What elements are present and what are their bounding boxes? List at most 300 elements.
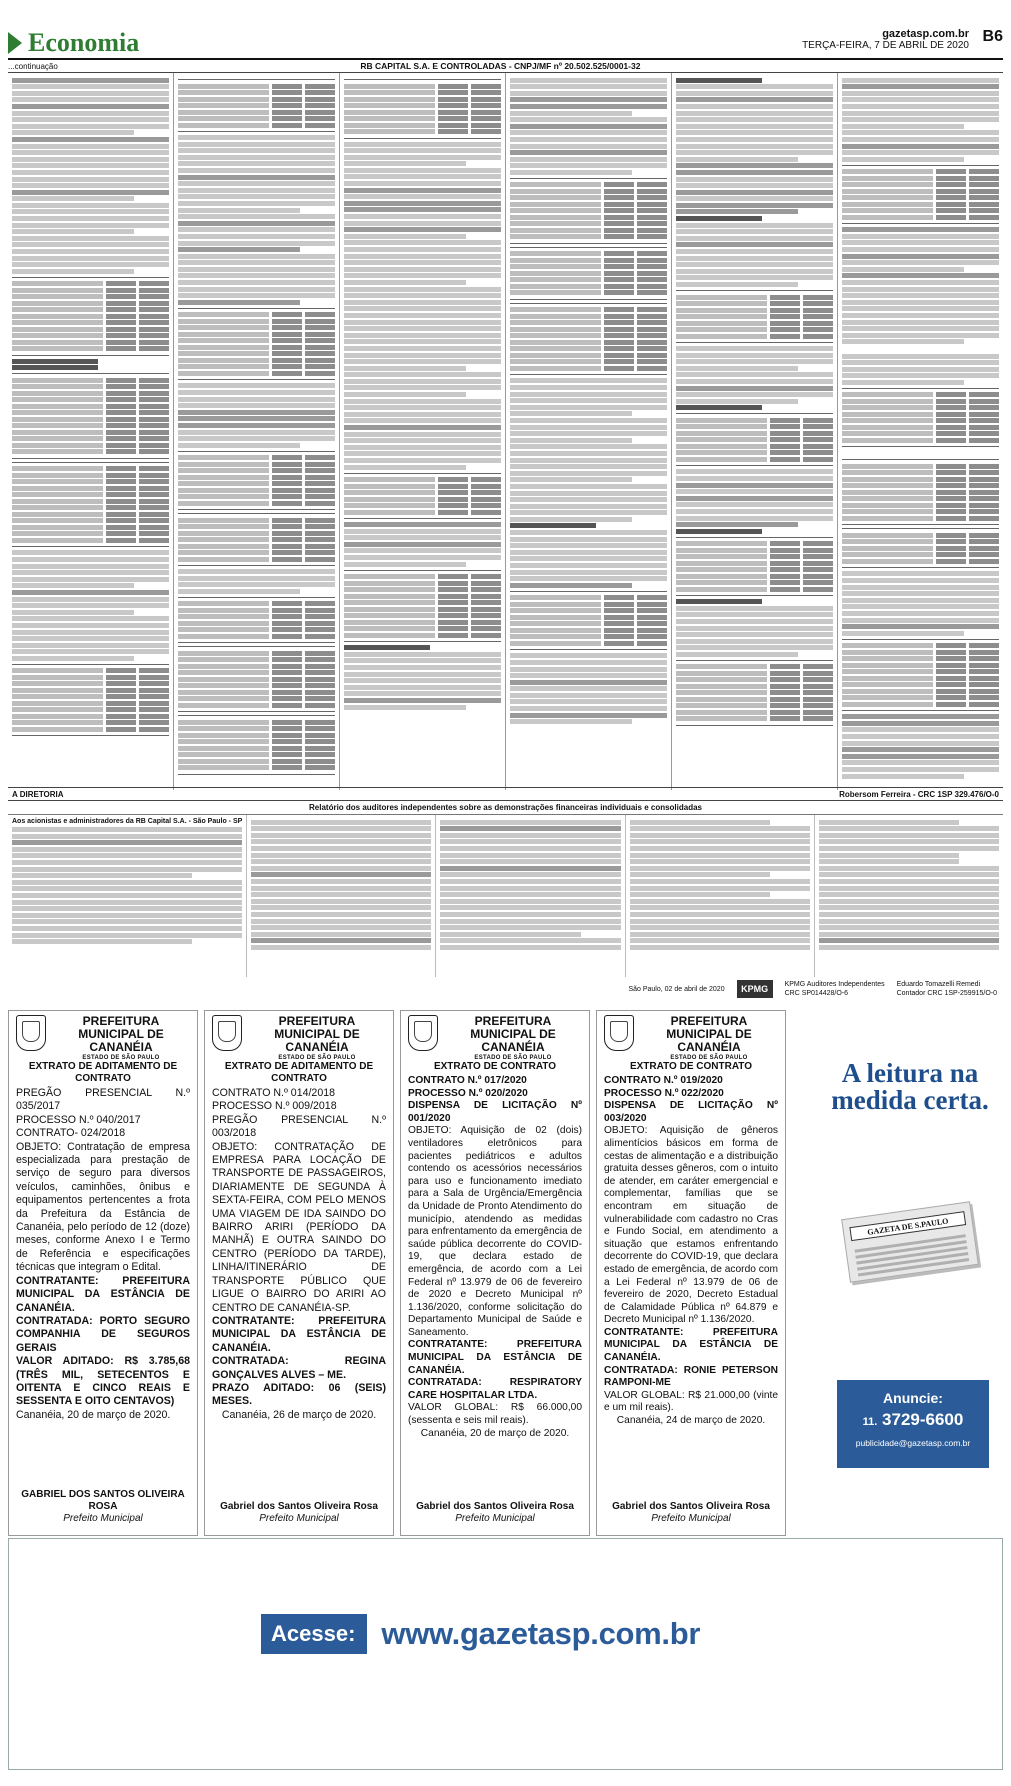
financial-table-row <box>178 319 335 324</box>
financial-text-line <box>344 385 501 390</box>
financial-table-row <box>344 103 501 108</box>
row-label <box>842 509 933 514</box>
financial-text-line <box>178 589 300 594</box>
audit-text-line <box>251 905 431 910</box>
financial-text-line <box>12 190 169 195</box>
notice-signer: GABRIEL DOS SANTOS OLIVEIRA ROSA <box>21 1489 185 1512</box>
financial-table-row <box>510 353 667 358</box>
financial-table-row <box>178 84 335 89</box>
ad-phone[interactable] <box>837 1410 989 1430</box>
row-label <box>842 533 933 538</box>
financial-table-row <box>676 684 833 689</box>
row-value <box>936 189 966 194</box>
row-value <box>139 301 169 306</box>
row-label <box>12 417 103 422</box>
financial-table-row <box>842 438 999 443</box>
row-value <box>604 608 634 613</box>
row-value <box>139 307 169 312</box>
row-value <box>305 90 335 95</box>
section-title <box>8 28 139 58</box>
row-value <box>438 503 468 508</box>
financial-table-row <box>12 505 169 510</box>
financial-table-row <box>510 228 667 233</box>
audit-text-line <box>251 938 431 943</box>
row-value <box>106 675 136 680</box>
row-label <box>842 496 933 501</box>
audit-text-line <box>819 886 999 891</box>
row-label <box>842 477 933 482</box>
row-value <box>604 346 634 351</box>
row-label <box>676 457 767 462</box>
row-label <box>676 554 767 559</box>
row-label <box>842 702 933 707</box>
financial-text-line <box>344 458 501 463</box>
ad-phone-prefix: 11. <box>862 1416 878 1428</box>
financial-table-row <box>676 314 833 319</box>
row-value <box>604 234 634 239</box>
financial-text-line <box>676 502 833 507</box>
row-value <box>803 295 833 300</box>
row-value <box>305 726 335 731</box>
financial-table-row <box>510 202 667 207</box>
coat-of-arms-icon <box>408 1015 438 1051</box>
financial-text-line <box>12 623 169 628</box>
row-value <box>272 338 302 343</box>
row-label <box>510 615 601 620</box>
financial-table-row <box>12 538 169 543</box>
row-value <box>471 581 501 586</box>
row-label <box>676 684 767 689</box>
row-value <box>471 503 501 508</box>
row-value <box>272 557 302 562</box>
row-value <box>637 608 667 613</box>
financial-columns <box>8 73 1003 790</box>
ad-label: Anuncie: <box>883 1390 943 1406</box>
financial-text-line <box>842 585 999 590</box>
financial-text-line <box>842 741 999 746</box>
row-value <box>272 103 302 108</box>
row-label <box>12 423 103 428</box>
financial-text-line <box>842 247 999 252</box>
financial-text-line <box>510 686 667 691</box>
financial-table-row <box>178 325 335 330</box>
row-label <box>178 601 269 606</box>
row-value <box>471 90 501 95</box>
row-value <box>936 669 966 674</box>
financial-table-row <box>178 614 335 619</box>
financial-text-line <box>842 624 999 629</box>
row-value <box>969 464 999 469</box>
financial-heading <box>12 359 98 364</box>
financial-table <box>842 165 999 225</box>
row-value <box>272 371 302 376</box>
financial-text-line <box>344 207 501 212</box>
row-value <box>604 602 634 607</box>
financial-table-row <box>842 682 999 687</box>
financial-table <box>344 473 501 520</box>
row-label <box>178 103 269 108</box>
row-value <box>471 600 501 605</box>
row-value <box>803 308 833 313</box>
row-value <box>139 417 169 422</box>
row-label <box>12 518 103 523</box>
financial-table-row <box>842 533 999 538</box>
financial-text-line <box>344 221 501 226</box>
financial-text-line <box>842 260 999 265</box>
financial-table-row <box>178 634 335 639</box>
row-value <box>969 509 999 514</box>
financial-text-line <box>344 366 466 371</box>
row-label <box>344 600 435 605</box>
financial-text-line <box>344 379 501 384</box>
financial-table <box>178 597 335 644</box>
row-value <box>803 327 833 332</box>
financial-table-row <box>842 546 999 551</box>
banner-url-link[interactable]: www.gazetasp.com.br <box>381 1616 701 1651</box>
notice-header <box>408 1011 582 1061</box>
row-value <box>106 314 136 319</box>
ad-email-link[interactable]: publicidade@gazetasp.com.br <box>855 1438 971 1448</box>
notice-role: Prefeito Municipal <box>651 1513 731 1524</box>
row-value <box>969 496 999 501</box>
row-value <box>637 346 667 351</box>
audit-text-line <box>12 847 242 852</box>
coat-of-arms-icon <box>604 1015 634 1051</box>
audit-text-line <box>251 853 431 858</box>
row-value <box>438 510 468 515</box>
row-value <box>106 701 136 706</box>
coat-of-arms-icon <box>212 1015 242 1051</box>
financial-table <box>12 462 169 548</box>
row-value <box>637 284 667 289</box>
row-value <box>272 312 302 317</box>
row-value <box>803 710 833 715</box>
audit-text-line <box>819 932 999 937</box>
financial-table-row <box>842 477 999 482</box>
row-value <box>272 358 302 363</box>
financial-text-line <box>676 236 833 241</box>
financial-table-row <box>12 294 169 299</box>
row-value <box>969 431 999 436</box>
financial-table-row <box>344 129 501 134</box>
row-value <box>770 450 800 455</box>
financial-table-row <box>344 620 501 625</box>
financial-text-line <box>344 678 501 683</box>
row-value <box>471 620 501 625</box>
financial-text-line <box>676 619 833 624</box>
audit-text-line <box>630 945 810 950</box>
row-label <box>510 346 601 351</box>
row-value <box>604 277 634 282</box>
financial-table-row <box>842 208 999 213</box>
row-value <box>471 477 501 482</box>
financial-table-row <box>510 264 667 269</box>
row-label <box>344 84 435 89</box>
row-label <box>676 574 767 579</box>
financial-table-row <box>510 346 667 351</box>
row-value <box>936 470 966 475</box>
financial-text-line <box>842 333 999 338</box>
financial-text-line <box>510 491 667 496</box>
row-label <box>344 110 435 115</box>
row-value <box>106 707 136 712</box>
audit-text-line <box>819 879 999 884</box>
financial-table-row <box>12 714 169 719</box>
financial-text-line <box>510 550 667 555</box>
financial-text-line <box>676 509 833 514</box>
financial-text-line <box>842 721 999 726</box>
spacer <box>842 450 999 456</box>
row-value <box>770 541 800 546</box>
row-value <box>969 202 999 207</box>
financial-text-line <box>676 209 798 214</box>
row-value <box>305 110 335 115</box>
row-value <box>803 587 833 592</box>
financial-table-row <box>178 720 335 725</box>
notice-object: OBJETO: CONTRATAÇÃO DE EMPRESA PARA LOCAÇÃO DE TRANSPORTE DE PASSAGEIROS, DIARIAMENTE DE SEGUNDA À SEXTA-FEIRA, COM PELO MENOS UMA VIAGEM DE IDA SAINDO DO BAIRRO ARIRI (PERÍODO DA MANHÃ) E OUTRA SAINDO DO CENTRO (PERÍODO DA TARDE), LINHA/ITINERÁRIO DE TRANSPORTE PÚBLICO QUE LIGUE O BAIRRO DO ARIRI AO CENTRO DE CANANÉIA-SP. <box>212 1140 386 1314</box>
financial-table <box>178 308 335 381</box>
financial-text-line <box>178 569 335 574</box>
row-value <box>272 531 302 536</box>
audit-text-line <box>630 826 810 831</box>
financial-text-line <box>842 754 999 759</box>
financial-text-line <box>344 451 501 456</box>
financial-text-line <box>344 392 466 397</box>
row-value <box>770 567 800 572</box>
financial-table-row <box>344 484 501 489</box>
row-label <box>12 333 103 338</box>
financial-text-line <box>676 163 833 168</box>
financial-text-line <box>842 117 999 122</box>
financial-text-line <box>12 603 169 608</box>
audit-text-line <box>251 892 431 897</box>
financial-text-line <box>842 326 999 331</box>
row-label <box>12 668 103 673</box>
financial-text-line <box>676 196 833 201</box>
row-value <box>305 544 335 549</box>
financial-text-line <box>510 556 667 561</box>
row-value <box>969 215 999 220</box>
financial-text-line <box>842 774 964 779</box>
row-label <box>12 473 103 478</box>
row-label <box>12 538 103 543</box>
row-value <box>139 518 169 523</box>
financial-text-line <box>510 713 667 718</box>
row-value <box>139 479 169 484</box>
financial-text-line <box>12 597 169 602</box>
row-label <box>676 327 767 332</box>
row-label <box>178 739 269 744</box>
financial-text-line <box>510 477 632 482</box>
financial-table-row <box>842 656 999 661</box>
row-value <box>139 410 169 415</box>
audit-text-line <box>440 820 620 825</box>
financial-text-line <box>842 124 964 129</box>
financial-text-line <box>178 221 335 226</box>
financial-text-line <box>842 618 999 623</box>
row-value <box>106 327 136 332</box>
ad-paper-masthead: GAZETA DE S.PAULO <box>849 1211 966 1241</box>
row-label <box>178 351 269 356</box>
financial-text-line <box>178 181 335 186</box>
row-value <box>803 716 833 721</box>
financial-text-line <box>344 425 501 430</box>
row-label <box>676 703 767 708</box>
row-value <box>637 234 667 239</box>
row-value <box>604 307 634 312</box>
financial-text-line <box>842 293 999 298</box>
audit-text-line <box>12 834 242 839</box>
row-value <box>106 301 136 306</box>
row-value <box>969 470 999 475</box>
row-value <box>106 410 136 415</box>
row-value <box>471 490 501 495</box>
financial-column <box>506 73 672 790</box>
row-value <box>969 656 999 661</box>
financial-table-row <box>344 90 501 95</box>
row-value <box>969 425 999 430</box>
row-value <box>803 697 833 702</box>
row-value <box>305 481 335 486</box>
row-value <box>438 600 468 605</box>
row-value <box>471 594 501 599</box>
financial-text-line <box>178 214 335 219</box>
row-label <box>842 546 933 551</box>
notice-object: OBJETO: Contratação de empresa especializada para prestação de serviço de seguro para diversos veículos, caminhões, ônibus e equipamentos pertencentes a frota da Prefeitura da Estância de Cananéia, pelo período de 12 (doze) meses, conforme Anexo I e Termo de Referência e especificações técnicas que integram o Edital. <box>16 1140 190 1274</box>
financial-text-line <box>842 320 999 325</box>
financial-table-row <box>510 314 667 319</box>
financial-text-line <box>12 262 169 267</box>
financial-table-row <box>12 281 169 286</box>
row-value <box>139 531 169 536</box>
notice-contractor: CONTRATANTE: PREFEITURA MUNICIPAL DA ESTÂNCIA DE CANANÉIA. <box>212 1314 386 1354</box>
row-label <box>344 103 435 108</box>
financial-text-line <box>12 104 169 109</box>
row-label <box>510 327 601 332</box>
financial-table-row <box>510 277 667 282</box>
row-value <box>936 425 966 430</box>
notice-line: CONTRATO N.º 019/2020 <box>604 1075 723 1086</box>
row-label <box>676 321 767 326</box>
row-value <box>936 663 966 668</box>
financial-text-line <box>842 150 999 155</box>
row-value <box>305 683 335 688</box>
row-value <box>471 84 501 89</box>
row-value <box>139 384 169 389</box>
row-value <box>604 628 634 633</box>
row-value <box>139 443 169 448</box>
row-label <box>510 221 601 226</box>
audit-text-line <box>12 926 242 931</box>
financial-text-line <box>344 399 501 404</box>
financial-table-row <box>842 503 999 508</box>
row-value <box>969 503 999 508</box>
financial-text-line <box>344 188 501 193</box>
row-value <box>438 97 468 102</box>
financial-table-row <box>12 518 169 523</box>
row-value <box>803 561 833 566</box>
financial-text-line <box>344 652 501 657</box>
row-value <box>305 752 335 757</box>
row-value <box>438 484 468 489</box>
financial-table-row <box>344 123 501 128</box>
financial-text-line <box>178 300 300 305</box>
row-label <box>510 182 601 187</box>
row-value <box>106 714 136 719</box>
financial-table-row <box>842 552 999 557</box>
row-label <box>178 683 269 688</box>
row-value <box>272 544 302 549</box>
audit-text-line <box>251 912 431 917</box>
row-label <box>510 290 601 295</box>
row-label <box>510 621 601 626</box>
financial-table-row <box>676 671 833 676</box>
row-label <box>178 312 269 317</box>
financial-table <box>12 664 169 737</box>
financial-text-line <box>842 91 999 96</box>
row-value <box>803 457 833 462</box>
row-value <box>272 726 302 731</box>
financial-text-line <box>842 714 999 719</box>
financial-text-line <box>12 130 134 135</box>
financial-text-line <box>510 471 667 476</box>
row-label <box>842 431 933 436</box>
row-value <box>936 552 966 557</box>
row-label <box>178 116 269 121</box>
row-value <box>305 345 335 350</box>
row-value <box>305 312 335 317</box>
financial-table-row <box>12 346 169 351</box>
row-value <box>272 537 302 542</box>
financial-text-line <box>344 181 501 186</box>
row-label <box>178 537 269 542</box>
row-label <box>178 733 269 738</box>
row-label <box>344 613 435 618</box>
financial-text-line <box>178 241 335 246</box>
financial-text-line <box>12 216 169 221</box>
row-value <box>272 501 302 506</box>
audit-text-line <box>630 853 810 858</box>
financial-text-line <box>344 313 501 318</box>
row-value <box>969 483 999 488</box>
financial-text-line <box>676 366 798 371</box>
audit-column <box>247 815 436 977</box>
row-value <box>305 720 335 725</box>
audit-text-line <box>440 846 620 851</box>
row-label <box>842 392 933 397</box>
audit-city-date: São Paulo, 02 de abril de 2020 <box>628 985 725 993</box>
financial-text-line <box>842 227 999 232</box>
financial-text-line <box>12 183 169 188</box>
audit-text-line <box>630 905 810 910</box>
row-label <box>842 425 933 430</box>
audit-text-line <box>440 945 620 950</box>
row-value <box>803 334 833 339</box>
financial-text-line <box>178 208 300 213</box>
row-value <box>604 290 634 295</box>
financial-text-line <box>344 353 501 358</box>
audit-text-line <box>251 820 431 825</box>
financial-table-row <box>12 301 169 306</box>
row-value <box>637 628 667 633</box>
audit-text-line <box>819 826 999 831</box>
financial-text-line <box>12 242 169 247</box>
financial-text-line <box>842 306 999 311</box>
financial-text-line <box>12 170 169 175</box>
financial-text-line <box>510 693 667 698</box>
financial-table-row <box>178 726 335 731</box>
row-value <box>969 546 999 551</box>
